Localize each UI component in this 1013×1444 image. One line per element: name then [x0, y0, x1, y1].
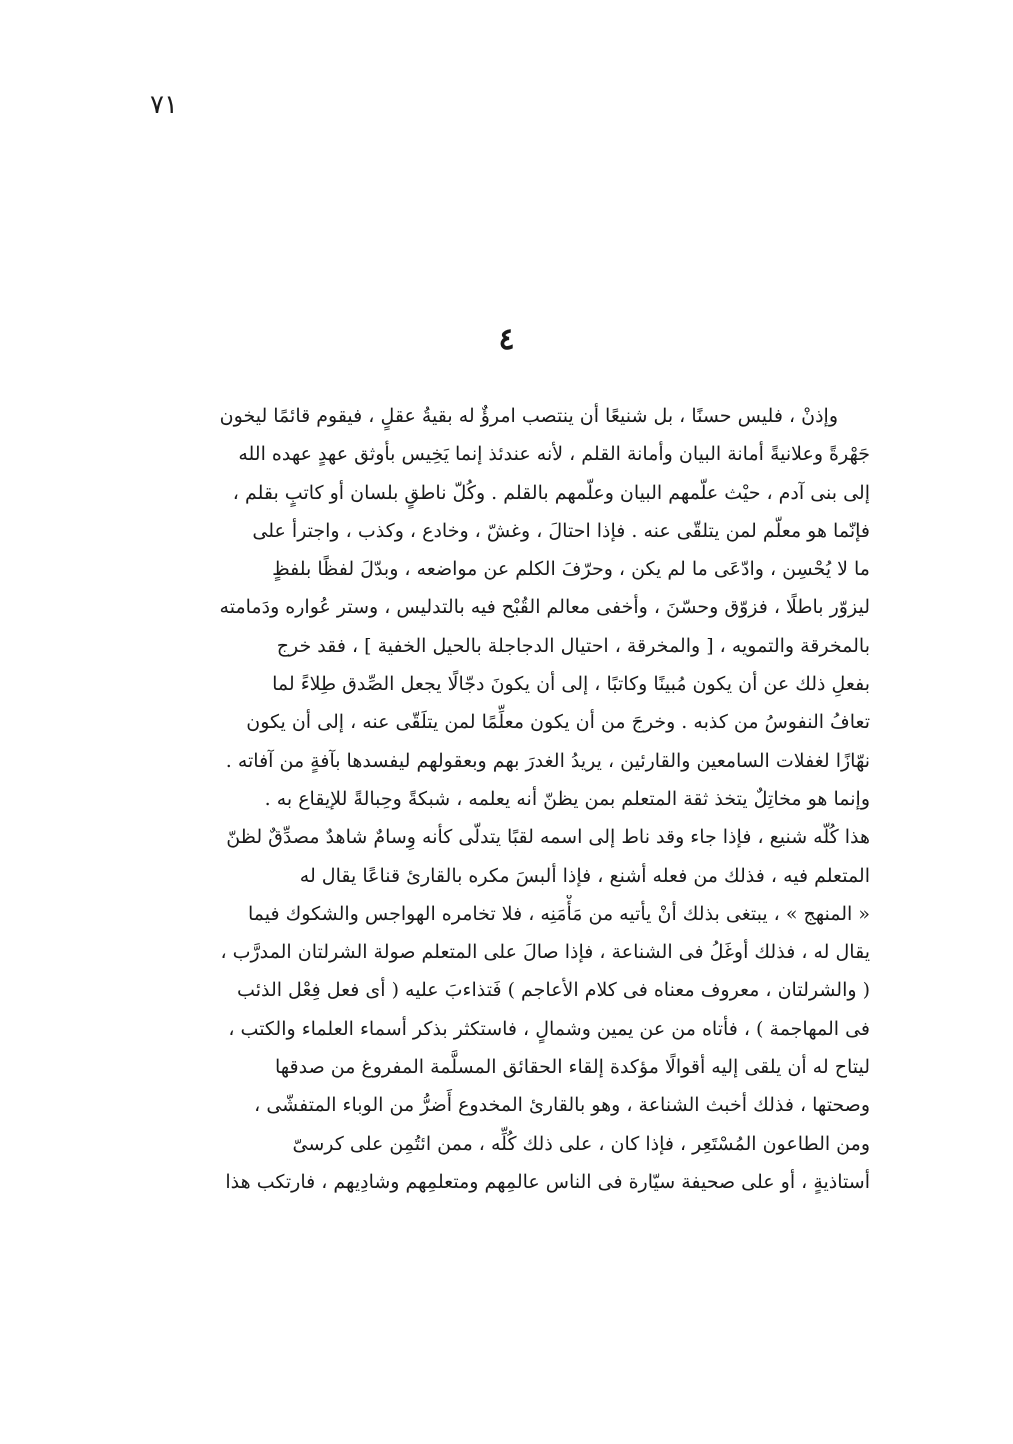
text-line: هذا كُلّه شنيع ، فإذا جاء وقد ناط إلى اسمه لقبًا يتدلّى كأنه وِسامٌ شاهدٌ مصدِّقٌ لظنّ	[226, 826, 870, 849]
text-line: ليتاح له أن يلقى إليه أقوالًا مؤكدة إلقاء الحقائق المسلَّمة المفروغ من صدقها	[274, 1056, 870, 1079]
text-line: فإنّما هو معلّم لمن يتلقّى عنه . فإذا احتالَ ، وغشّ ، وخادع ، وكذب ، واجترأ على	[252, 519, 870, 542]
text-line: المتعلم فيه ، فذلك من فعله أشنع ، فإذا ألبسَ مكره بالقارئ قناعًا يقال له	[299, 864, 870, 887]
text-line: يقال له ، فذلك أوغَلُ فى الشناعة ، فإذا صالَ على المتعلم صولة الشرلتان المدرَّب ،	[220, 941, 870, 964]
text-line: ( والشرلتان ، معروف معناه فى كلام الأعاجم ) فَتذاءبَ عليه ( أى فعل فِعْل الذئب	[237, 979, 870, 1002]
section-number: ٤	[498, 322, 515, 357]
text-line: بالمخرقة والتمويه ، [ والمخرقة ، احتيال الدجاجلة بالحيل الخفية ] ، فقد خرج	[276, 634, 870, 657]
body-text	[155, 397, 870, 1201]
text-line: وإذنْ ، فليس حسنًا ، بل شنيعًا أن ينتصب امرؤٌ له بقيةُ عقلٍ ، فيقوم قائمًا ليخون	[219, 405, 838, 427]
text-line: جَهْرةً وعلانيةً أمانة البيان وأمانة القلم ، لأنه عندئذ إنما يَخِيس بأوثق عهدٍ عهده الله	[238, 443, 870, 466]
page-number: ٧١	[150, 90, 178, 120]
text-line: « المنهج » ، يبتغى بذلك أنْ يأتيه من مَأْمَنِه ، فلا تخامره الهواجس والشكوك فيما	[248, 902, 870, 925]
text-line: وصحتها ، فذلك أخبث الشناعة ، وهو بالقارئ المخدوع أَضرُّ من الوباء المتفشّى ،	[254, 1094, 870, 1117]
text-line: تعافُ النفوسُ من كذبه . وخرجَ من أن يكون معلِّمًا لمن يتلَقّى عنه ، إلى أن يكون	[246, 711, 870, 734]
text-line: ما لا يُحْسِن ، وادّعَى ما لم يكن ، وحرّفَ الكلم عن مواضعه ، وبدّلَ لفظًا بلفظٍ	[272, 558, 870, 581]
text-line: فى المهاجمة ) ، فأتاه من عن يمين وشمالٍ ، فاستكثر بذكر أسماء العلماء والكتب ،	[228, 1017, 870, 1040]
text-line: بفعلِ ذلك عن أن يكون مُبينًا وكاتبًا ، إلى أن يكونَ دجّالًا يجعل الصِّدق طِلاءً لما	[272, 673, 870, 696]
text-line: ومن الطاعون المُسْتَعِر ، فإذا كان ، على ذلك كُلِّه ، ممن ائتُمِن على كرسىّ	[292, 1132, 870, 1155]
text-line: ليزوّر باطلًا ، فزوّق وحسّنَ ، وأخفى معالم القُبْح فيه بالتدليس ، وستر عُواره ودَمامته	[219, 596, 870, 619]
text-line: نهّازًا لغفلات السامعين والقارئين ، يريدُ الغدرَ بهم وبعقولهم ليفسدها بآفةٍ من آفاته .	[225, 749, 870, 772]
text-line: أستاذيةٍ ، أو على صحيفة سيّارة فى الناس عالمِهم ومتعلمِهم وشادِيهم ، فارتكب هذا	[225, 1170, 870, 1193]
text-line: إلى بنى آدم ، حيْث علّمهم البيان وعلّمهم بالقلم . وكُلّ ناطقٍ بلسان أو كاتبٍ بقلم ،	[232, 481, 870, 504]
text-line: وإنما هو مخاتِلٌ يتخذ ثقة المتعلم بمن يظنّ أنه يعلمه ، شبكةً وحِبالةً للإيقاع به .	[264, 787, 870, 810]
